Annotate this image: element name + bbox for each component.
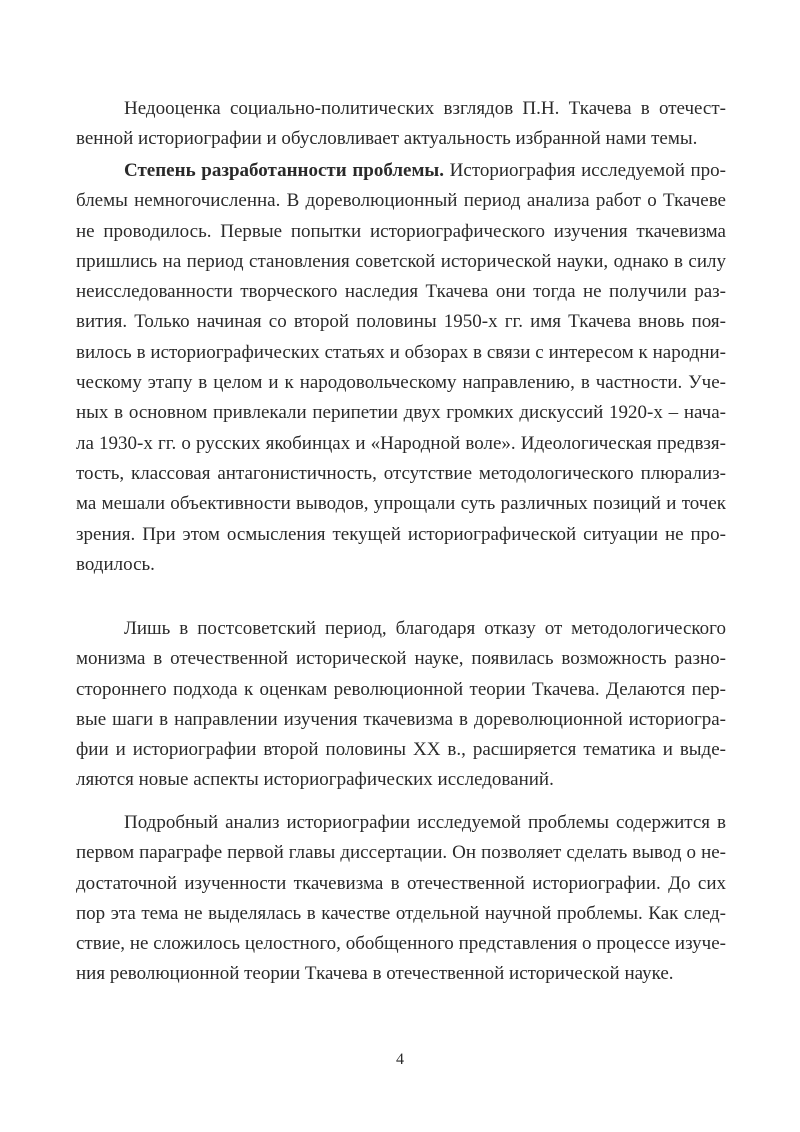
- text-line: венной историографии и обусловливает актуальность избранной нами темы.: [76, 128, 698, 150]
- text-line: ствие, не сложилось целостного, обобщенного представления о процессе изуче-: [76, 933, 726, 955]
- text-line: неисследованности творческого наследия Ткачева они тогда не получили раз-: [76, 281, 726, 303]
- text-line: Лишь в постсоветский период, благодаря отказу от методологического: [124, 618, 726, 639]
- paragraph-relevance: [76, 94, 726, 155]
- text-line: пор эта тема не выделялась в качестве отдельной научной проблемы. Как след-: [76, 902, 726, 924]
- text-line: первом параграфе первой главы диссертации. Он позволяет сделать вывод о не-: [76, 842, 726, 864]
- text-line: вития. Только начиная со второй половины 1950-х гг. имя Ткачева вновь поя-: [76, 311, 726, 333]
- text-line: блемы немногочисленна. В дореволюционный период анализа работ о Ткачеве: [76, 190, 726, 212]
- text-line: вые шаги в направлении изучения ткачевизма в дореволюционной историогра-: [76, 708, 726, 730]
- text-line: вилось в историографических статьях и обзорах в связи с интересом к народни-: [76, 341, 726, 363]
- text-line: пришлись на период становления советской исторической науки, однако в силу: [76, 250, 726, 272]
- text-line: тость, классовая антагонистичность, отсутствие методологического плюрализ-: [76, 462, 726, 484]
- text-line: водилось.: [76, 553, 155, 575]
- paragraph-post-soviet-period: [76, 614, 726, 796]
- paragraph-degree-of-development: [76, 156, 726, 580]
- paragraph-historiography-analysis: [76, 808, 726, 990]
- text-line: ния революционной теории Ткачева в отечественной исторической науке.: [76, 963, 674, 985]
- text-line: ных в основном привлекали перипетии двух громких дискуссий 1920-х – нача-: [76, 402, 726, 424]
- text-line: стороннего подхода к оценкам революционной теории Ткачева. Делаются пер-: [76, 678, 726, 700]
- text-line: ла 1930-х гг. о русских якобинцах и «Народной воле». Идеологическая предвзя-: [76, 432, 726, 454]
- text-line: фии и историографии второй половины XX в., расширяется тематика и выде-: [76, 739, 726, 761]
- text-line: ляются новые аспекты историографических исследований.: [76, 769, 554, 791]
- text-line: ма мешали объективности выводов, упрощали суть различных позиций и точек: [76, 493, 726, 515]
- text-line: [76, 156, 726, 186]
- text-line: достаточной изученности ткачевизма в отечественной историографии. До сих: [76, 872, 726, 894]
- text-fragment: Историография исследуемой про-: [444, 160, 727, 181]
- text-line: не проводилось. Первые попытки историографического изучения ткачевизма: [76, 220, 726, 242]
- text-line: зрения. При этом осмысления текущей историографической ситуации не про-: [76, 523, 726, 545]
- page-number: 4: [396, 1051, 404, 1068]
- text-line: Подробный анализ историографии исследуемой проблемы содержится в: [124, 812, 726, 833]
- text-line: ческому этапу в целом и к народовольческому направлению, в частности. Уче-: [76, 372, 726, 394]
- section-heading: Степень разработанности проблемы.: [124, 160, 445, 181]
- text-line: монизма в отечественной исторической науке, появилась возможность разно-: [76, 648, 726, 670]
- text-line: Недооценка социально-политических взглядов П.Н. Ткачева в отечест-: [124, 98, 726, 119]
